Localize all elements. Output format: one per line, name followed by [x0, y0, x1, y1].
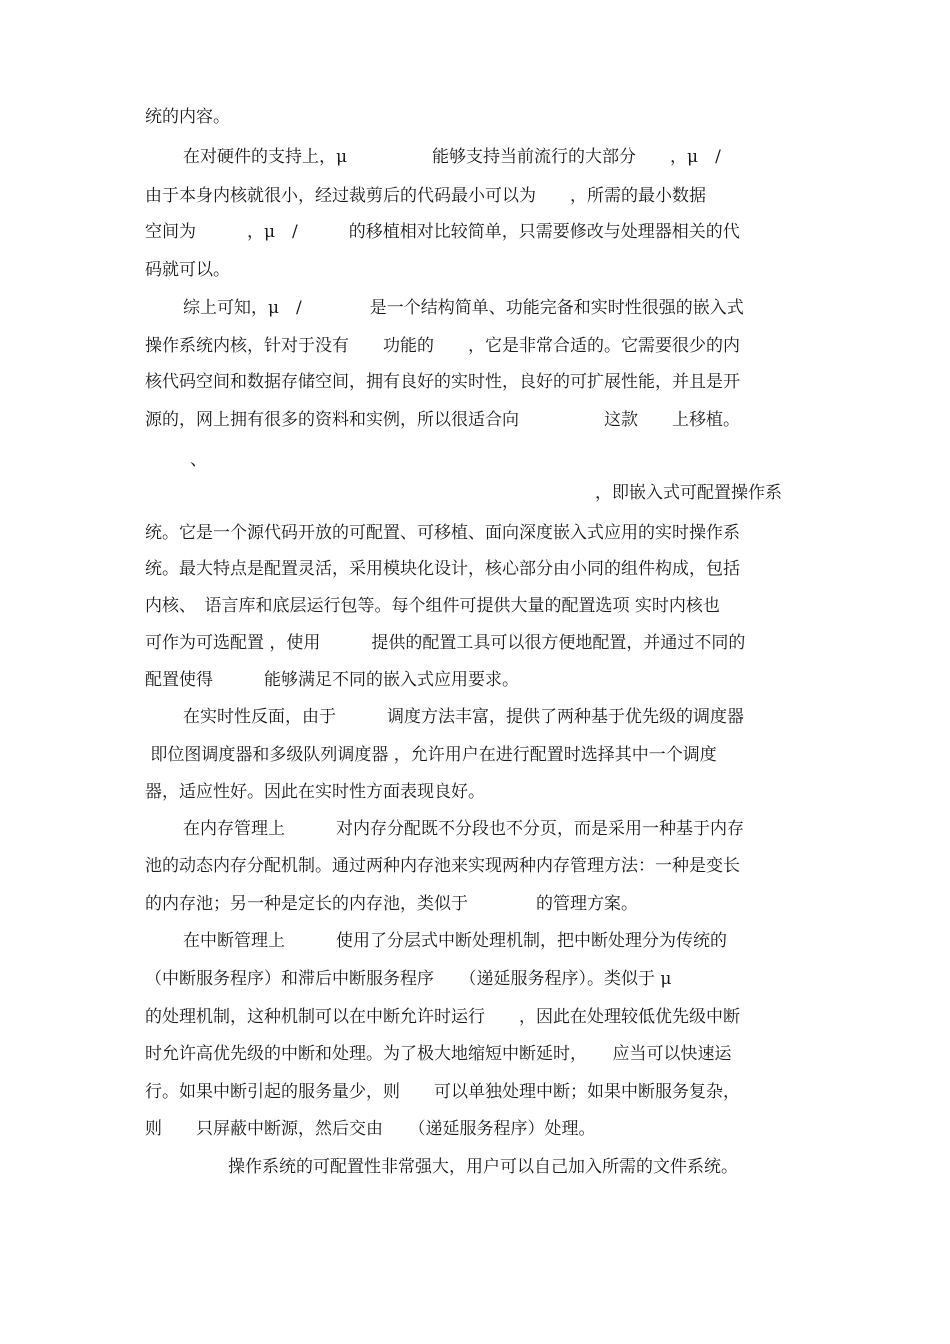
text-line: 可作为可选配置 ，使用 提供的配置工具可以很方便地配置，并通过不同的 — [145, 633, 746, 653]
text-line: 的处理机制，这种机制可以在中断允许时运行 ，因此在处理较低优先级中断 — [145, 1007, 740, 1027]
text-line: 配置使得 能够满足不同的嵌入式应用要求。 — [145, 670, 519, 690]
text-line: 的内存池；另一种是定长的内存池，类似于 的管理方案。 — [145, 894, 638, 914]
text-line: 时允许高优先级的中断和处理。为了极大地缩短中断延时， 应当可以快速运 — [145, 1044, 732, 1064]
text-line: 在内存管理上 对内存分配既不分段也不分页，而是采用一种基于内存 — [183, 819, 744, 839]
text-line: 由于本身内核就很小，经过裁剪后的代码最小可以为 ，所需的最小数据 — [145, 186, 706, 206]
text-line: 行。如果中断引起的服务量少，则 可以单独处理中断；如果中断服务复杂， — [145, 1082, 740, 1102]
text-line: （中断服务程序）和滞后中断服务程序 （递延服务程序）。类似于 μ — [145, 969, 672, 989]
text-line: 在中断管理上 使用了分层式中断处理机制，把中断处理分为传统的 — [183, 931, 727, 951]
text-line: 即位图调度器和多级队列调度器 ，允许用户在进行配置时选择其中一个调度 — [145, 745, 717, 765]
text-line: 池的动态内存分配机制。通过两种内存池来实现两种内存管理方法：一种是变长 — [145, 856, 740, 876]
text-line: 、 — [190, 450, 207, 470]
text-line: 码就可以。 — [145, 260, 230, 280]
text-line: 操作系统的可配置性非常强大，用户可以自己加入所需的文件系统。 — [228, 1157, 738, 1177]
text-line: 源的，网上拥有很多的资料和实例，所以很适合向 这款 上移植。 — [145, 410, 740, 430]
text-line: 器，适应性好。因此在实时性方面表现良好。 — [145, 782, 485, 802]
text-line: 统。它是一个源代码开放的可配置、可移植、面向深度嵌入式应用的实时操作系 — [145, 523, 740, 543]
text-line: 核代码空间和数据存储空间，拥有良好的实时性，良好的可扩展性能，并且是开 — [145, 372, 740, 392]
text-line: 则 只屏蔽中断源，然后交由 （递延服务程序）处理。 — [145, 1119, 596, 1139]
text-line: ，即嵌入式可配置操作系 — [595, 483, 782, 503]
text-line: 综上可知，μ / 是一个结构简单、功能完备和实时性很强的嵌入式 — [183, 298, 744, 318]
text-line: 在实时性反面，由于 调度方法丰富，提供了两种基于优先级的调度器 — [183, 707, 744, 727]
text-line: 操作系统内核，针对于没有 功能的 ，它是非常合适的。它需要很少的内 — [145, 336, 740, 356]
text-line: 在对硬件的支持上，μ 能够支持当前流行的大部分 ，μ / — [183, 147, 721, 167]
text-line: 空间为 ，μ / 的移植相对比较简单，只需要修改与处理器相关的代 — [145, 222, 740, 242]
text-line: 内核、 语言库和底层运行包等。每个组件可提供大量的配置选项 实时内核也 — [145, 596, 720, 616]
text-line: 统的内容。 — [145, 107, 230, 127]
text-line: 统。最大特点是配置灵活，采用模块化设计，核心部分由小同的组件构成，包括 — [145, 559, 740, 579]
